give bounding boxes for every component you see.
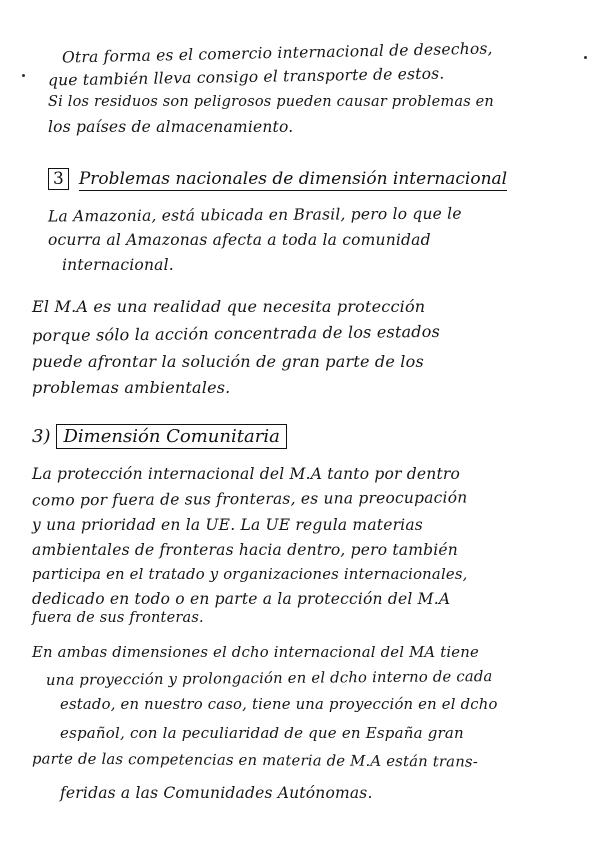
section-number: 3) xyxy=(32,426,51,447)
section-title: Dimensión Comunitaria xyxy=(56,424,286,449)
paragraph-3-line: español, con la peculiaridad de que en España gran xyxy=(60,724,464,742)
paragraph-3-line: estado, en nuestro caso, tiene una proyección en el dcho xyxy=(60,696,498,713)
scan-speck xyxy=(22,74,25,77)
section-b-line: y una prioridad en la UE. La UE regula materias xyxy=(32,516,423,534)
paragraph-1-line: Si los residuos son peligrosos pueden causar problemas en xyxy=(48,94,494,110)
paragraph-3-line: feridas a las Comunidades Autónomas. xyxy=(60,784,373,802)
paragraph-2-line: puede afrontar la solución de gran parte de los xyxy=(32,352,424,371)
paragraph-1-line: Otra forma es el comercio internacional de desechos, xyxy=(61,39,493,67)
section-title: Problemas nacionales de dimensión internacional xyxy=(78,169,508,189)
section-b-line: como por fuera de sus fronteras, es una preocupación xyxy=(31,488,468,510)
paragraph-3-line: parte de las competencias en materia de M.A están trans- xyxy=(31,750,479,771)
section-b-line: fuera de sus fronteras. xyxy=(32,610,204,626)
paragraph-1-line: los países de almacenamiento. xyxy=(48,118,294,136)
section-b-line: dedicado en todo o en parte a la protección del M.A xyxy=(32,590,451,608)
section-b-line: ambientales de fronteras hacia dentro, pero también xyxy=(32,541,458,559)
section-3-line: ocurra al Amazonas afecta a toda la comunidad xyxy=(48,231,431,249)
section-3-line: La Amazonia, está ubicada en Brasil, pero lo que le xyxy=(47,204,462,226)
section-3-line: internacional. xyxy=(62,256,174,274)
section-number: 3 xyxy=(48,168,69,190)
paragraph-1-line: que también lleva consigo el transporte de estos. xyxy=(47,64,445,90)
section-b-line: La protección internacional del M.A tanto por dentro xyxy=(32,465,461,483)
section-heading xyxy=(48,168,507,190)
section-heading xyxy=(32,424,287,449)
section-b-line: participa en el tratado y organizaciones internacionales, xyxy=(32,566,468,583)
paragraph-3-line: En ambas dimensiones el dcho internacional del MA tiene xyxy=(32,644,479,661)
paragraph-2-line: problemas ambientales. xyxy=(32,378,231,397)
paragraph-3-line: una proyección y prolongación en el dcho interno de cada xyxy=(45,668,493,689)
paragraph-2-line: porque sólo la acción concentrada de los estados xyxy=(31,321,441,346)
scan-speck xyxy=(584,56,587,59)
paragraph-2-line: El M.A es una realidad que necesita protección xyxy=(32,297,426,316)
